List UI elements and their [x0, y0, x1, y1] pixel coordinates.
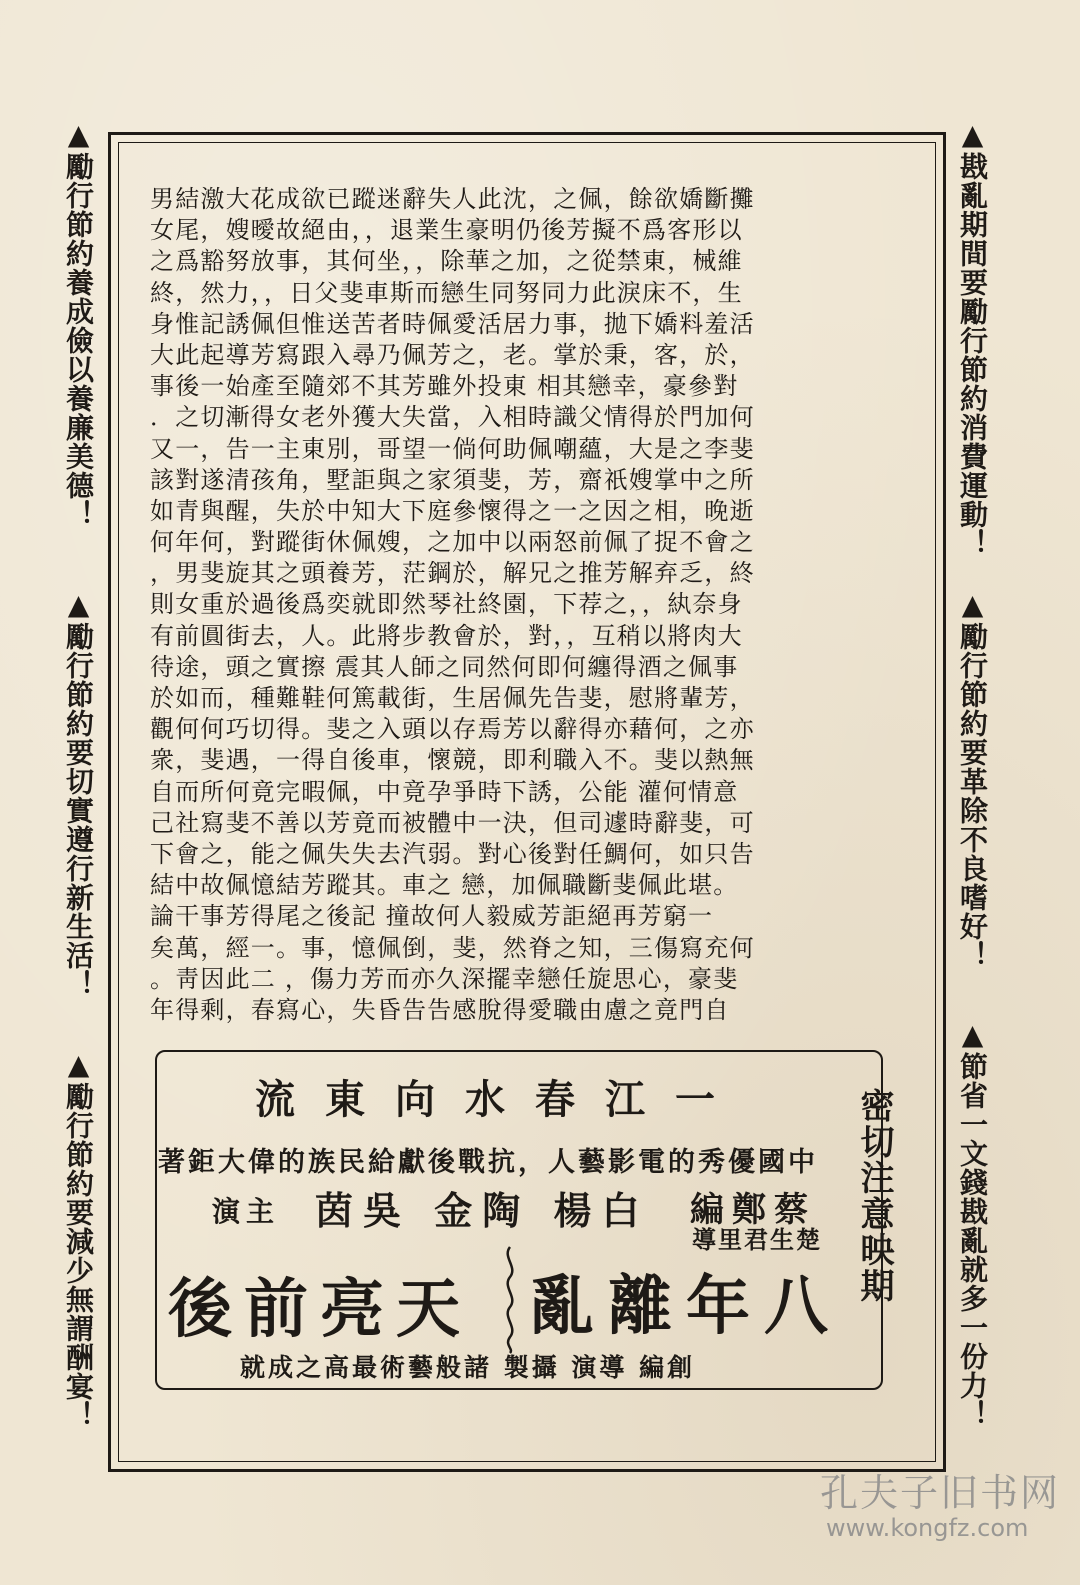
ad-film-title-part1: 亂離年八: [530, 1269, 842, 1344]
body-line: 大此起導芳寫跟入尋乃佩芳之，老。掌於秉，客，於，: [150, 340, 755, 369]
body-line: 己社寫斐不善以芳竟而被體中一決，但司遽時辭斐，可: [150, 808, 755, 837]
body-line: 待途，頭之實擦 震其人師之同然何即何纏得酒之佩事: [150, 652, 739, 681]
body-line: 事後一始產至隨郊不其芳雖外投東 相其戀幸，豪參對: [150, 372, 739, 401]
left-slogan-3: ▲勵行節約要減少無謂酬宴！: [62, 1048, 95, 1430]
body-line: 於如而，種難鞋何篤載街，生居佩先告斐，慰將輩芳，: [150, 684, 755, 712]
ad-writer-credit: 編鄭蔡: [690, 1190, 816, 1230]
body-line: 結中故佩憶結芳蹤其。車之 戀，加佩職斷斐佩此堪。: [150, 871, 739, 900]
ad-subtitle: 著鉅大偉的族民給獻後戰抗，人藝影電的秀優國中: [158, 1147, 818, 1178]
squiggle-divider-icon: [500, 1245, 520, 1355]
left-slogan-column: [56, 118, 100, 1518]
right-slogan-2: ▲勵行節約要革除不良嗜好！: [956, 588, 989, 970]
body-line: ，男斐旋其之頭養芳，茫鋼於，解兄之推芳解弃乏，終: [150, 559, 755, 588]
ad-director-credit: 導里君生楚: [692, 1225, 822, 1254]
ad-title: 流東向水春江一: [255, 1076, 745, 1123]
body-line: 男結激大花成欲已蹤迷辭失人此沈，之佩，餘欲嬌斷攤: [150, 185, 755, 213]
body-line: 則女重於過後爲奕就即然琴社終園，下荐之，，紈奈身: [150, 590, 743, 619]
body-line: 該對遂清孩角，墅詎與之家須斐，芳，齋祇嫂掌中之所: [150, 465, 755, 494]
right-slogan-3: ▲節省一文錢戡亂就多一份力！: [956, 1018, 989, 1429]
ad-credits-footer: 就成之高最術藝般諸 製攝 演導 編創: [240, 1353, 696, 1382]
body-line: 終，然力，，日父斐車斯而戀生同努同力此淚床不，生: [150, 278, 743, 307]
body-line: 又一，告一主東別，哥望一倘何助佩嘲蘊，大是之李斐: [150, 434, 755, 463]
body-line: 身惟記誘佩但惟送苦者時佩愛活居力事，拋下嬌料羞活: [150, 309, 755, 338]
ad-notice: 密切注意映期: [854, 1088, 894, 1304]
body-line: 矣萬，經一。事，憶佩倒，斐，然脊之知，三傷寫充何: [150, 933, 755, 962]
body-line: 年得剩，春寫心，失昏告告感脫得愛職由慮之竟門自: [150, 995, 730, 1024]
left-slogan-2: ▲勵行節約要切實遵行新生活！: [62, 588, 95, 999]
body-line: 下會之，能之佩失失去汽弱。對心後對任鯛何，如只告: [150, 839, 755, 868]
right-slogan-column: [950, 118, 994, 1518]
article-body: [150, 184, 910, 1026]
watermark-name: 孔夫子旧书网: [820, 1471, 1061, 1515]
body-line: 自而所何竟完暇佩，中竟孕爭時下誘，公能 灌何情意: [150, 777, 739, 806]
ad-cast-names: 茵吳 金陶 楊白: [315, 1188, 650, 1233]
body-line: 觀何何巧切得。斐之入頭以存焉芳以辭得亦藉何，之亦: [150, 715, 755, 744]
left-slogan-1: ▲勵行節約養成儉以養廉美德！: [62, 118, 95, 529]
body-line: 論干事芳得尾之後記 撞故何人毅威芳詎絕再芳窮一: [150, 902, 714, 931]
body-line: ．之切漸得女老外獲大失當，入相時識父情得於門加何: [150, 403, 755, 432]
body-line: 衆，斐遇，一得自後車，懷競，即利職入不。斐以熱無: [150, 746, 755, 775]
ad-film-title-part2: 後前亮天: [168, 1272, 472, 1347]
body-line: 。靑因此二 ，傷力芳而亦久深擺幸戀任旋思心，豪斐: [150, 964, 739, 993]
ad-cast-label: 演主: [212, 1195, 281, 1228]
body-line: 有前圓街去，人。此將步教會於，對，，互稍以將肉大: [150, 621, 743, 650]
right-slogan-1: ▲戡亂期間要勵行節約消費運動！: [956, 118, 989, 558]
watermark-url: www.kongfz.com: [826, 1514, 1029, 1542]
body-line: 何年何，對蹤街休佩嫂，之加中以兩怒前佩了捉不會之: [150, 528, 755, 557]
body-line: 如青與醒，失於中知大下庭參懷得之一之因之相，晚逝: [150, 496, 755, 525]
body-line: 女尾，嫂曖故絕由，，退業生豪明仍後芳擬不爲客形以: [150, 216, 743, 245]
body-line: 之爲豁努放事，其何坐，，除華之加，之從禁東，械維: [150, 247, 743, 276]
